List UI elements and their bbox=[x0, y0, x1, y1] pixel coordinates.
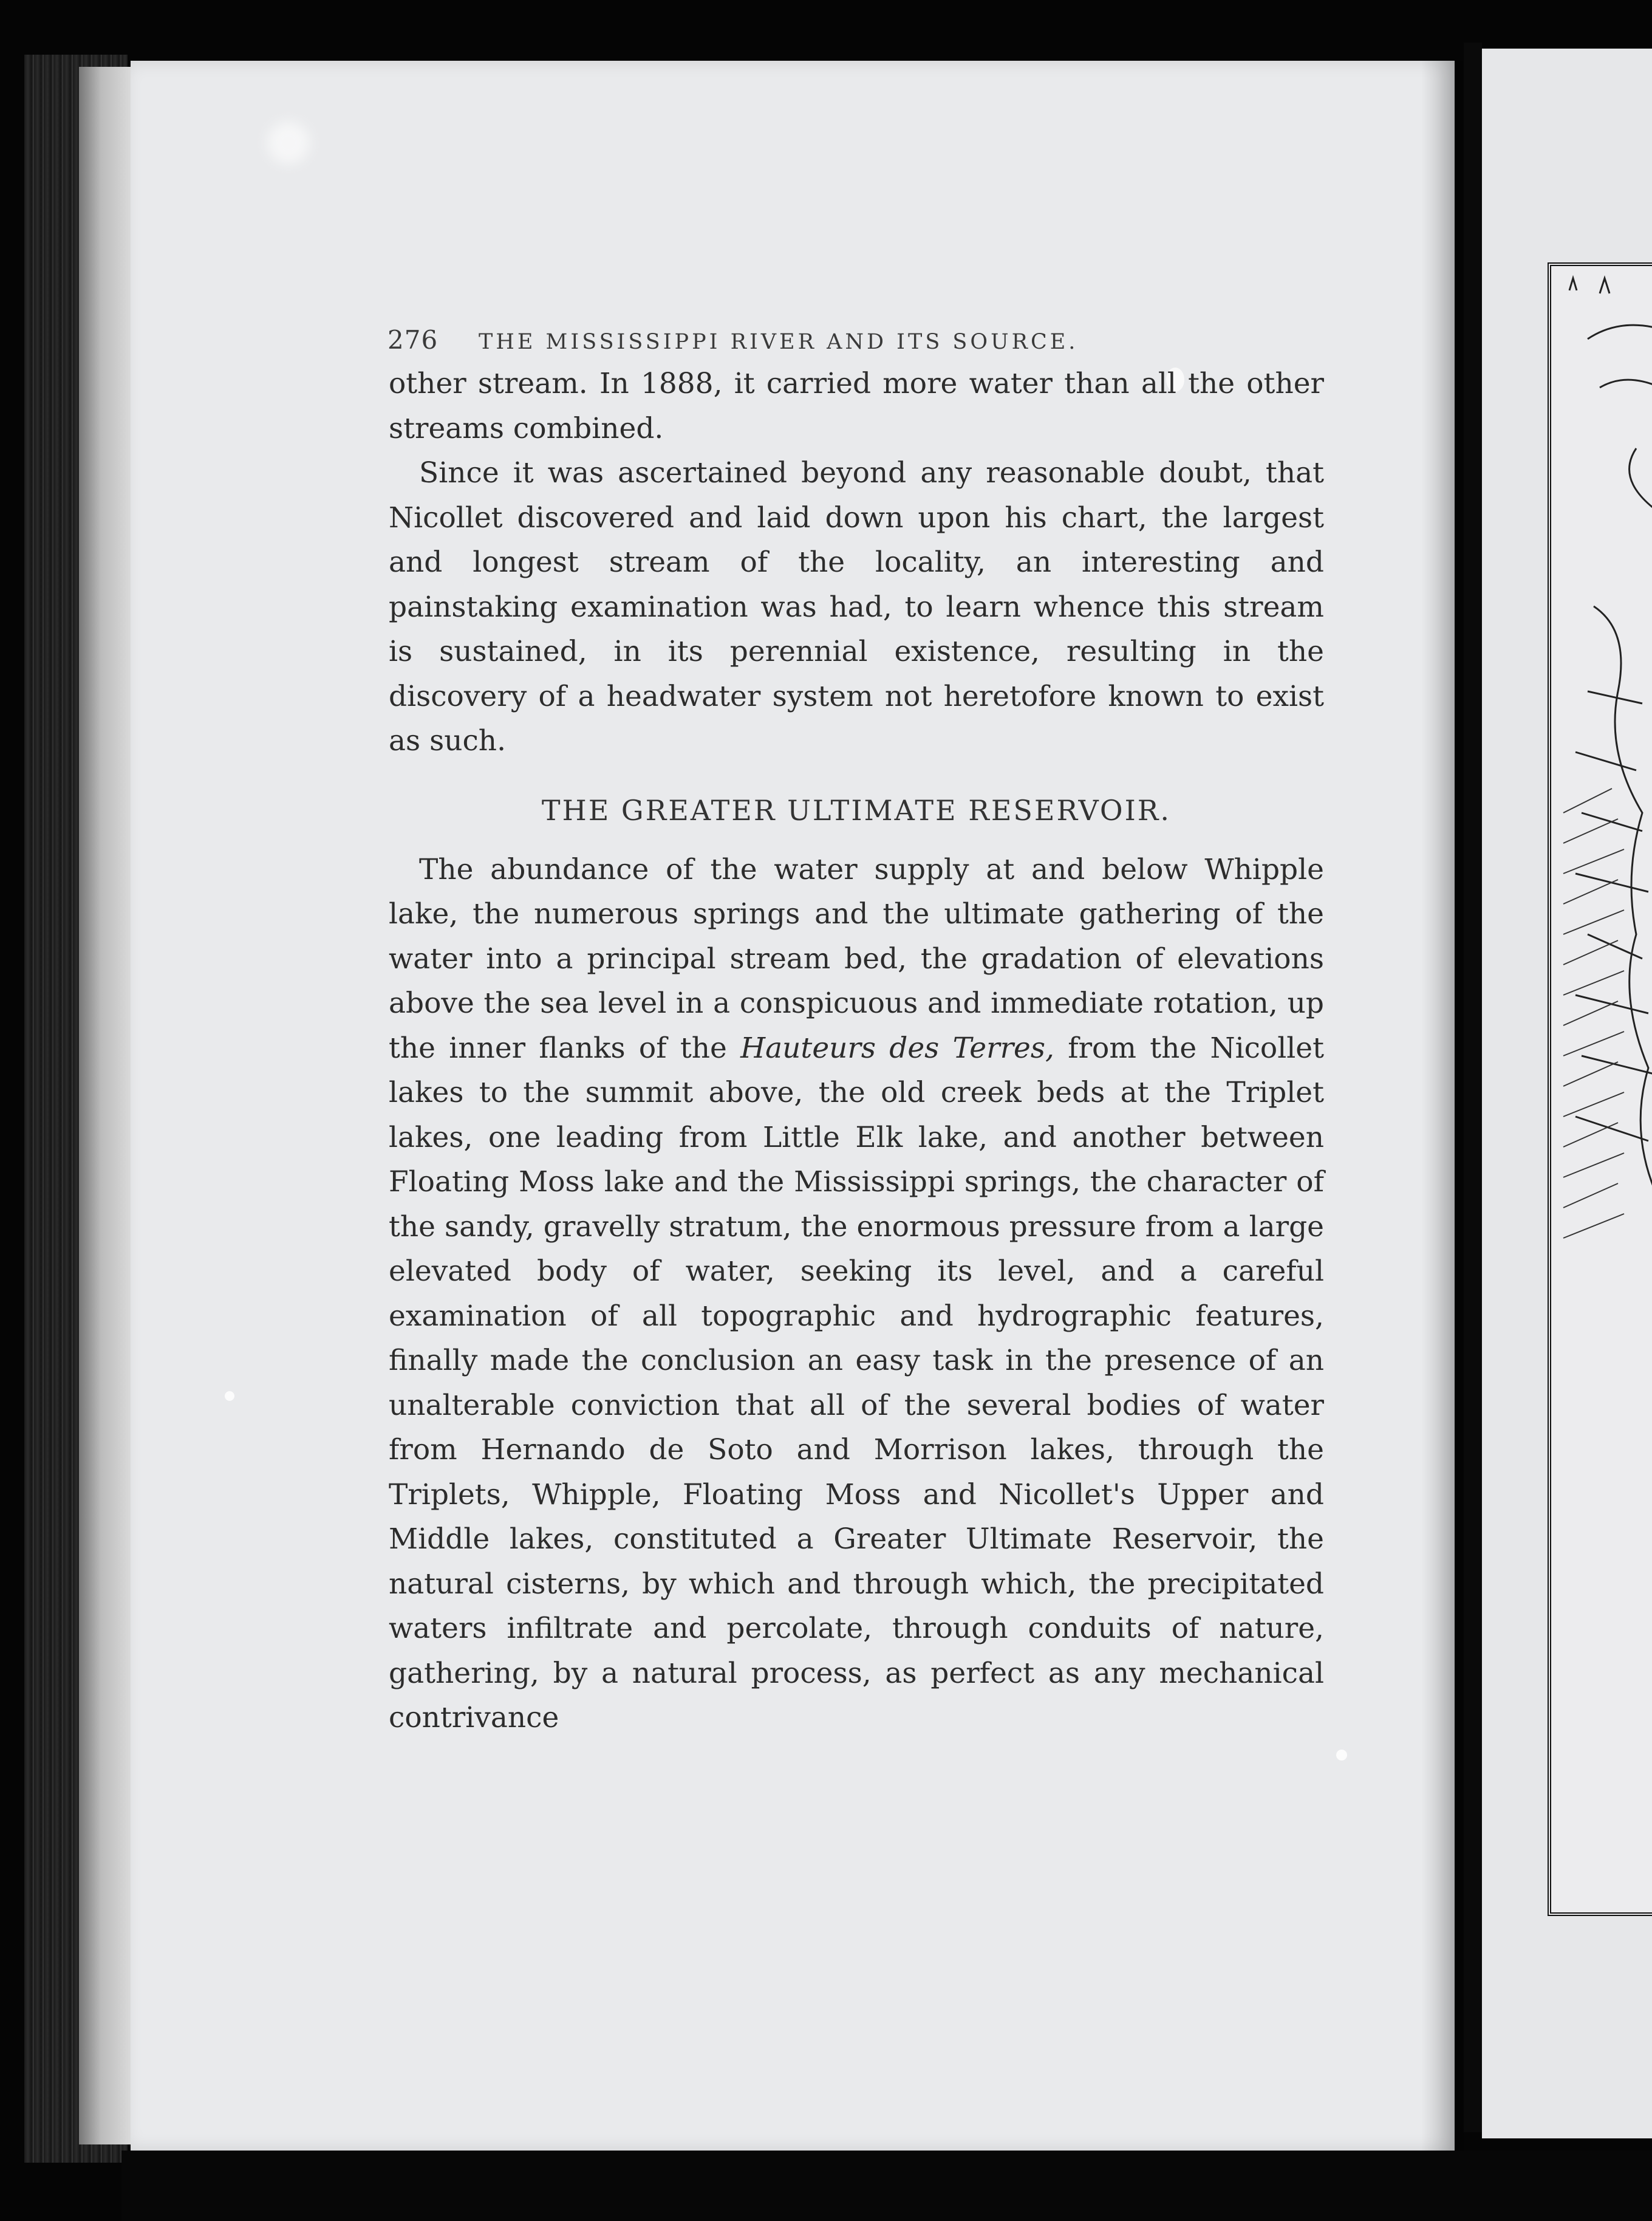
paragraph-reservoir-part1: The abundance of the water supply at and below Whipple lake, the numerous springs and the ultimate gathering of the water into a principal stream bed, the gradation of elevations above the sea level in a conspicuous and immediate rotation, up the inner flanks of the bbox=[389, 852, 1324, 1065]
paragraph-discovery: Since it was ascertained beyond any reasonable doubt, that Nicollet discovered and laid down upon his chart, the largest and longest stream of the locality, an interesting and painstaking examination was had, to learn whence this stream is sustained, in its perennial existence, resulting in the discovery of a headwater system not heretofore known to exist as such. bbox=[389, 456, 1324, 758]
running-head bbox=[387, 325, 1324, 361]
paragraph-reservoir-italic: Hauteurs des Terres, bbox=[740, 1031, 1054, 1065]
page-edge-highlight bbox=[79, 67, 134, 2144]
paragraph-continuation: other stream. In 1888, it carried more water than all the other streams combined. bbox=[389, 367, 1324, 445]
paragraph-reservoir bbox=[389, 847, 1324, 1740]
running-title: THE MISSISSIPPI RIVER AND ITS SOURCE. bbox=[479, 330, 1079, 354]
map-illustration-fragment bbox=[1551, 266, 1652, 1912]
dust-speck bbox=[267, 121, 310, 164]
section-heading: THE GREATER ULTIMATE RESERVOIR. bbox=[541, 793, 1172, 827]
book-gutter bbox=[1464, 43, 1482, 2132]
dust-speck bbox=[1336, 1750, 1347, 1761]
gutter-shadow bbox=[1421, 61, 1464, 2151]
page-text-block bbox=[389, 325, 1324, 1740]
paragraph-reservoir-part2: from the Nicollet lakes to the summit above, the old creek beds at the Triplet lakes, one leading from Little Elk lake, and another between Floating Moss lake and the Mississippi springs, the character of the sandy, gravelly stratum, the enormous pressure from a large elevated body of water, seeking its level, and a careful examination of all topographic and hydrographic features, finally made the conclusion an easy task in the presence of an unalterable conviction that all of the several bodies of water from Hernando de Soto and Morrison lakes, through the Triplets, Whipple, Floating Moss and Nicollet's Upper and Middle lakes, constituted a Greater Ultimate Reservoir, the natural cisterns, by which and through which, the precipitated waters infiltrate and percolate, through conduits of nature, gathering, by a natural process, as perfect as any mechanical contrivance bbox=[389, 1031, 1324, 1734]
dust-speck bbox=[225, 1391, 234, 1401]
scan-bottom-edge bbox=[121, 2151, 1652, 2221]
map-plate-edge bbox=[1548, 262, 1652, 1916]
page-number: 276 bbox=[387, 325, 439, 355]
